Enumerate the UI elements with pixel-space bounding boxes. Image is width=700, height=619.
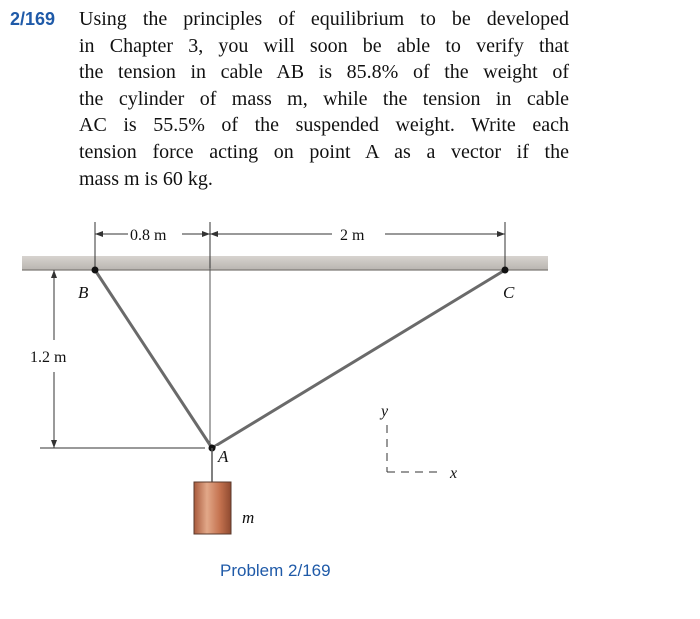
ceiling: [22, 256, 548, 270]
problem-line: the tension in cable AB is 85.8% of the weight of: [79, 61, 569, 84]
dim-arrowhead-bottom: [51, 440, 57, 448]
anchor-c: [502, 267, 509, 274]
anchor-b: [92, 267, 99, 274]
problem-line: Using the principles of equilibrium to be developed: [79, 8, 569, 30]
problem-line: in Chapter 3, you will soon be able to verify that: [79, 34, 569, 57]
dim-label-2m: 2 m: [340, 227, 365, 244]
axis-label-x: x: [450, 465, 458, 482]
axis-label-y: y: [381, 403, 389, 420]
label-m: m: [242, 508, 255, 527]
label-b: B: [78, 283, 89, 302]
problem-line: tension force acting on point A as a vector if the: [79, 140, 569, 163]
problem-line: AC is 55.5% of the suspended weight. Write each: [79, 114, 569, 137]
problem-line: mass m is 60 kg.: [79, 167, 213, 190]
problem-number: 2/169: [10, 9, 56, 29]
cylinder-mass: [194, 482, 231, 534]
dim-label-1-2m: 1.2 m: [30, 349, 67, 366]
problem-line: the cylinder of mass m, while the tension in cable: [79, 87, 569, 110]
dim-label-0-8m: 0.8 m: [130, 227, 167, 244]
figure-caption: Problem 2/169: [220, 561, 331, 580]
cable-ac: [212, 270, 505, 448]
dim-arrowhead-top: [51, 270, 57, 278]
label-a: A: [218, 447, 229, 466]
coordinate-axes: [387, 425, 442, 472]
cable-ab: [95, 270, 212, 448]
label-c: C: [503, 283, 515, 302]
